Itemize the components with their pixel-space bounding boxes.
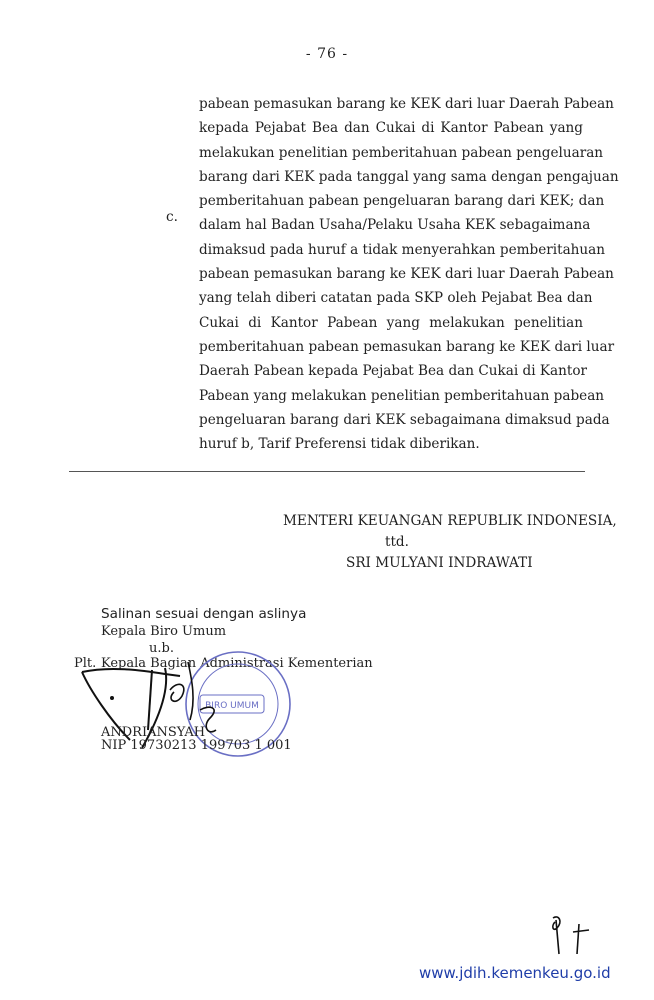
ttd-mark: ttd. — [385, 534, 409, 550]
signatory-nip: NIP 19730213 199703 1 001 — [101, 738, 292, 753]
body-line: dalam hal Badan Usaha/Pelaku Usaha KEK sebagaimana — [199, 217, 591, 234]
body-line: Cukai di Kantor Pabean yang melakukan penelitian — [199, 314, 583, 331]
footer-url[interactable]: www.jdih.kemenkeu.go.id — [419, 964, 611, 982]
body-line: barang dari KEK pada tanggal yang sama dengan pengajuan — [199, 168, 619, 185]
copy-certification-title: Salinan sesuai dengan aslinya — [101, 606, 307, 622]
minister-name: SRI MULYANI INDRAWATI — [346, 555, 533, 571]
body-line: pabean pemasukan barang ke KEK dari luar Daerah Pabean — [199, 266, 614, 283]
body-line: Pabean yang melakukan penelitian pemberitahuan pabean — [199, 387, 605, 404]
item-c-label: c. — [166, 209, 178, 225]
body-line: dimaksud pada huruf a tidak menyerahkan pemberitahuan — [199, 241, 606, 258]
paraf-initials — [545, 910, 595, 960]
signatory-name: ANDRIANSYAH — [101, 725, 206, 740]
page-number: - 76 - — [305, 46, 349, 62]
body-line: melakukan penelitian pemberitahuan pabean pengeluaran — [199, 144, 604, 161]
body-line: huruf b, Tarif Preferensi tidak diberikan. — [199, 436, 480, 453]
copy-ub: u.b. — [149, 641, 174, 656]
section-divider — [69, 471, 585, 472]
body-line: pemberitahuan pabean pemasukan barang ke KEK dari luar — [199, 338, 615, 355]
copy-role: Kepala Biro Umum — [101, 624, 227, 639]
copy-plt: Plt. — [74, 656, 97, 671]
minister-title: MENTERI KEUANGAN REPUBLIK INDONESIA, — [283, 513, 617, 529]
copy-plt-role: Kepala Bagian Administrasi Kementerian — [101, 656, 373, 671]
body-line: pabean pemasukan barang ke KEK dari luar Daerah Pabean — [199, 96, 614, 112]
body-line: Daerah Pabean kepada Pejabat Bea dan Cukai di Kantor — [199, 363, 588, 380]
body-line: kepada Pejabat Bea dan Cukai di Kantor Pabean yang — [199, 120, 583, 137]
stamp-label: BIRO UMUM — [205, 701, 259, 711]
body-line: pengeluaran barang dari KEK sebagaimana dimaksud pada — [199, 411, 610, 428]
body-paragraph — [199, 92, 619, 456]
body-line: yang telah diberi catatan pada SKP oleh Pejabat Bea dan — [199, 290, 593, 307]
body-line: pemberitahuan pabean pengeluaran barang dari KEK; dan — [199, 193, 605, 210]
